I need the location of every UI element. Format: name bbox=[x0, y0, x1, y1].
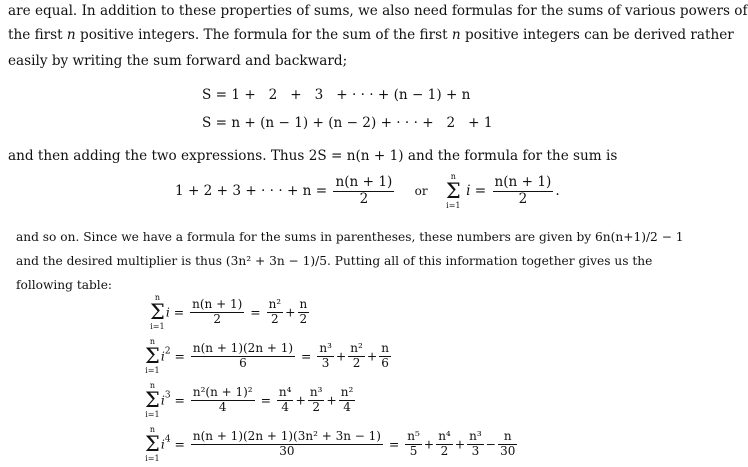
summation-symbol: n Σ i=1 bbox=[150, 293, 165, 331]
summation-symbol: n Σ i=1 bbox=[145, 381, 160, 419]
paragraph-1-line-2: the first n positive integers. The formula for the sum of the first n positive integers can be derived rather bbox=[8, 27, 734, 43]
forward-sum-equation: S = 1 + 2 + 3 + · · · + (n − 1) + n bbox=[202, 87, 471, 103]
table-row-4: n Σ i=1 $i^4$ = $\frac{\text{n(n + 1)(2n + 1)(3n² + 3n − 1)}}{30}$ = $\frac{\text{n⁵}}{5}$ + $\frac{\text{n⁴}}{2}$ + $\frac{\text{n³}}{3}$ − $\frac{n}{30}$ bbox=[145, 425, 516, 463]
table-row-3: n Σ i=1 $i^3$ = $\frac{\text{n²(n + 1)²}}{4}$ = $\frac{\text{n⁴}}{4}$ + $\frac{\text{n³}}{2}$ + $\frac{\text{n²}}{4}$ bbox=[145, 381, 354, 419]
paragraph-1-line-3: easily by writing the sum forward and backward; bbox=[8, 53, 348, 69]
summation-symbol: n Σ i=1 bbox=[445, 172, 461, 210]
sum-formula: 1 + 2 + 3 + · · · + n = $\frac{n(n + 1)}{2}$ or n Σ i=1 i = $\frac{n(n + 1)}{2}$ . bbox=[175, 172, 560, 210]
sum-formula-body: i = bbox=[466, 183, 487, 199]
sum-formula-fraction: $\frac{n(n + 1)}{2}$ bbox=[335, 173, 393, 207]
paragraph-3-line-3: following table: bbox=[16, 278, 113, 292]
paragraph-3-line-1: and so on. Since we have a formula for the sums in parentheses, these numbers are given by 6n(n+1)/2 − 1 bbox=[16, 230, 684, 244]
summation-symbol: n Σ i=1 bbox=[145, 337, 160, 375]
paragraph-1-line-1: are equal. In addition to these properties of sums, we also need formulas for the sums of various powers of bbox=[8, 3, 748, 19]
sum-formula-lhs: 1 + 2 + 3 + · · · + n = bbox=[175, 183, 328, 199]
table-row-1: n Σ i=1 i = $\frac{n(n + 1)}{2}$ = $\frac{\text{n²}}{2}$ + $\frac{n}{2}$ bbox=[150, 293, 308, 331]
backward-sum-equation: S = n + (n − 1) + (n − 2) + · · · + 2 + 1 bbox=[202, 115, 493, 131]
paragraph-3-line-2: and the desired multiplier is thus (3n² + 3n − 1)/5. Putting all of this information together gives us the bbox=[16, 254, 653, 268]
summation-symbol: n Σ i=1 bbox=[145, 425, 160, 463]
or-text: or bbox=[414, 184, 428, 198]
table-row-2: n Σ i=1 $i^2$ = $\frac{n(n + 1)(2n + 1)}{6}$ = $\frac{\text{n³}}{3}$ + $\frac{\text{n²}}{2}$ + $\frac{n}{6}$ bbox=[145, 337, 389, 375]
paragraph-2: and then adding the two expressions. Thus 2S = n(n + 1) and the formula for the sum is bbox=[8, 148, 618, 164]
sum-formula-fraction-2: $\frac{n(n + 1)}{2}$ bbox=[494, 173, 552, 207]
